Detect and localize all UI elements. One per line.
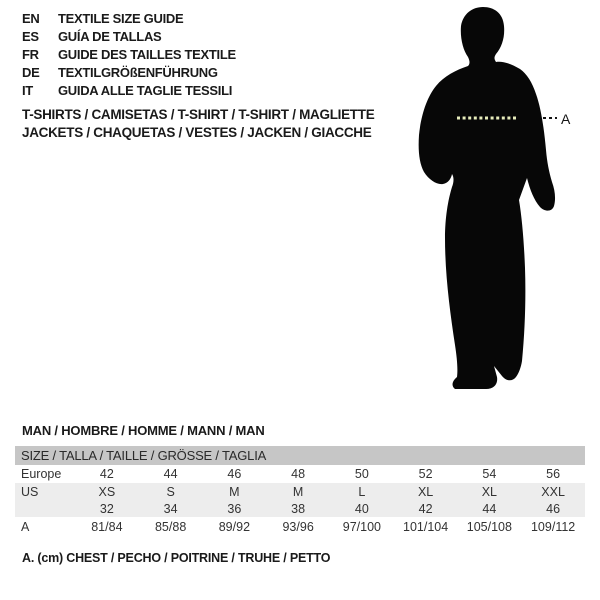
size-cell: 46: [227, 467, 242, 481]
size-table-header: SIZE / TALLA / TAILLE / GRÖSSE / TAGLIA: [15, 446, 585, 465]
size-cell: 36: [227, 501, 242, 516]
size-cell: 40: [354, 501, 369, 516]
language-list: [22, 10, 236, 100]
language-label: TEXTILE SIZE GUIDE: [58, 11, 184, 26]
size-cell: L: [358, 484, 366, 499]
row-label: Europe: [21, 467, 62, 481]
size-cell: 32: [99, 501, 114, 516]
size-cell: 44: [163, 467, 178, 481]
language-label: GUIDA ALLE TAGLIE TESSILI: [58, 83, 233, 98]
language-label: GUIDE DES TAILLES TEXTILE: [58, 47, 236, 62]
language-code: ES: [22, 29, 39, 44]
language-row-en: [22, 10, 236, 28]
language-code: FR: [22, 47, 39, 62]
size-cell: 50: [354, 467, 369, 481]
language-row-it: [22, 82, 236, 100]
table-row-us: [15, 483, 585, 500]
size-cell: 42: [99, 467, 114, 481]
size-cell: XS: [98, 484, 116, 499]
size-cell: 42: [418, 501, 433, 516]
size-cell: 38: [291, 501, 306, 516]
section-title-man: MAN / HOMBRE / HOMME / MANN / MAN: [22, 423, 265, 438]
size-cell: 44: [482, 501, 497, 516]
size-cell: 105/108: [466, 520, 512, 534]
man-silhouette-shape: [419, 7, 555, 389]
size-cell: M: [292, 484, 304, 499]
size-cell: 93/96: [282, 520, 314, 534]
row-label: US: [21, 484, 39, 499]
language-code: IT: [22, 83, 33, 98]
man-silhouette-figure: [410, 0, 600, 400]
size-cell: 97/100: [342, 520, 381, 534]
measurement-footnote: A. (cm) CHEST / PECHO / POITRINE / TRUHE / PETTO: [22, 551, 331, 565]
size-cell: 56: [546, 467, 561, 481]
size-cell: 81/84: [91, 520, 123, 534]
size-cell: XL: [481, 484, 498, 499]
size-cell: 52: [418, 467, 433, 481]
size-cell: XL: [417, 484, 434, 499]
language-row-es: [22, 28, 236, 46]
row-label: A: [21, 520, 30, 534]
language-label: GUÍA DE TALLAS: [58, 29, 162, 44]
language-code: DE: [22, 65, 40, 80]
size-table: [15, 446, 585, 537]
measure-label-a: A: [561, 111, 571, 127]
size-cell: S: [166, 484, 175, 499]
table-row-numeric: [15, 500, 585, 517]
language-row-fr: [22, 46, 236, 64]
size-cell: 46: [546, 501, 561, 516]
size-cell: M: [229, 484, 240, 499]
size-cell: 48: [291, 467, 306, 481]
size-cell: 54: [482, 467, 497, 481]
size-cell: 101/104: [403, 520, 449, 534]
size-cell: 34: [163, 501, 178, 516]
size-cell: XXL: [541, 484, 565, 499]
language-label: TEXTILGRÖßENFÜHRUNG: [58, 65, 218, 80]
size-cell: 89/92: [218, 520, 251, 534]
table-row-europe: [15, 465, 585, 483]
category-jackets: JACKETS / CHAQUETAS / VESTES / JACKEN / GIACCHE: [22, 125, 372, 140]
man-silhouette-svg: [410, 0, 600, 400]
garment-categories: [22, 106, 374, 142]
language-row-de: [22, 64, 236, 82]
category-tshirts: T-SHIRTS / CAMISETAS / T-SHIRT / T-SHIRT / MAGLIETTE: [22, 107, 375, 122]
table-row-chest-cm: [15, 517, 585, 537]
language-code: EN: [22, 11, 40, 26]
size-cell: 109/112: [530, 520, 576, 534]
size-cell: 85/88: [154, 520, 187, 534]
